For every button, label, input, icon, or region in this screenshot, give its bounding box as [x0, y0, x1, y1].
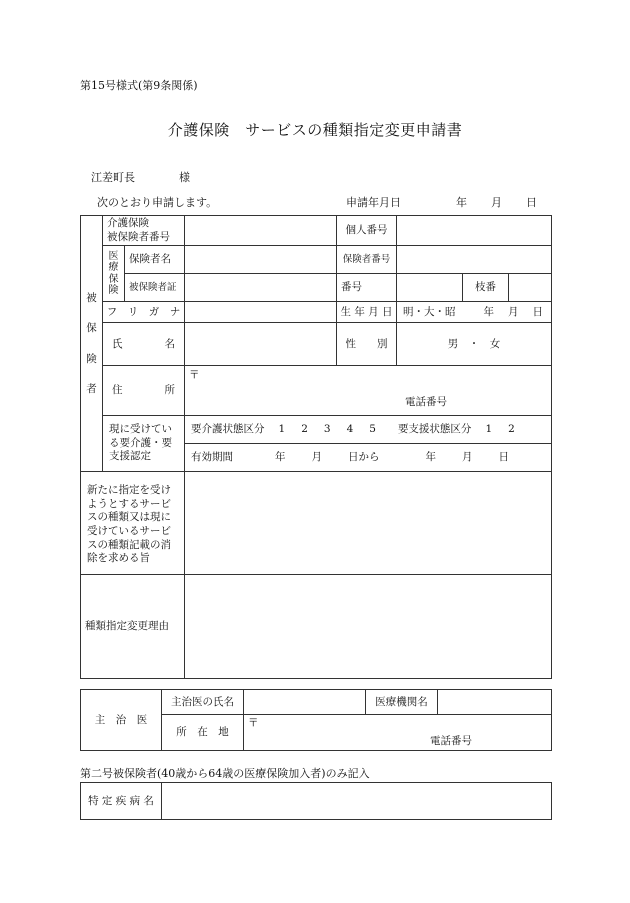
insurer-name-label: 保険者名 — [125, 246, 185, 274]
insurer-name-input[interactable] — [185, 246, 337, 274]
birth-day-label: 日 — [532, 305, 543, 318]
disease-table — [80, 782, 552, 820]
insurer-number-input[interactable] — [397, 246, 552, 274]
location-input[interactable] — [244, 715, 552, 751]
current-cert-label: 現に受けている要介護・要支援認定 — [103, 416, 185, 472]
insurer-number-label: 保険者番号 — [337, 246, 397, 274]
addressee-suffix: 様 — [179, 171, 190, 184]
disease-input[interactable] — [162, 783, 552, 820]
doctor-postal-mark: 〒 — [248, 717, 259, 729]
insured-cert-label: 被保険者証 — [125, 274, 185, 302]
personal-number-input[interactable] — [397, 216, 552, 246]
number-input[interactable] — [397, 274, 463, 302]
care-level-1[interactable]: 1 — [278, 423, 286, 436]
furigana-input[interactable] — [185, 302, 337, 323]
support-level-1[interactable]: 1 — [485, 423, 493, 436]
change-reason-label: 種類指定変更理由 — [81, 575, 185, 679]
addressee: 江差町長 — [91, 171, 135, 184]
new-designation-input[interactable] — [185, 472, 552, 575]
branch-label: 枝番 — [463, 274, 509, 302]
support-level-label: 要支援状態区分 — [397, 423, 472, 436]
form-number: 第15号様式(第9条関係) — [80, 79, 198, 92]
medical-insurance-label: 医 療 保 険 — [103, 246, 125, 302]
change-reason-input[interactable] — [185, 575, 552, 679]
insured-table — [80, 215, 552, 679]
valid-period-label: 有効期間 — [191, 451, 233, 464]
personal-number-label: 個人番号 — [337, 216, 397, 246]
intro-text: 次のとおり申請します。 — [97, 196, 218, 209]
doctor-phone-label: 電話番号 — [430, 735, 472, 747]
institution-input[interactable] — [438, 690, 552, 715]
sex-options[interactable]: 男 ・ 女 — [397, 323, 552, 366]
furigana-label: フ リ ガ ナ — [103, 302, 185, 323]
doctor-table — [80, 689, 552, 751]
application-year-label: 年 — [456, 196, 467, 209]
name-label: 氏 名 — [103, 323, 185, 366]
sex-label: 性 別 — [337, 323, 397, 366]
postal-mark: 〒 — [189, 369, 200, 381]
care-level-3[interactable]: 3 — [323, 423, 331, 436]
doctor-group-label: 主 治 医 — [81, 690, 162, 751]
branch-input[interactable] — [509, 274, 552, 302]
care-level-label: 要介護状態区分 — [191, 423, 265, 436]
care-level-2[interactable]: 2 — [301, 423, 308, 436]
valid-to-month: 月 — [462, 451, 473, 464]
birth-month-label: 月 — [508, 305, 519, 318]
doctor-name-label: 主治医の氏名 — [162, 690, 244, 715]
doctor-name-input[interactable] — [244, 690, 366, 715]
valid-from-year: 年 — [275, 451, 286, 464]
page-title: 介護保険 サービスの種類指定変更申請書 — [167, 121, 463, 139]
name-input[interactable] — [185, 323, 337, 366]
insured-cert-input[interactable] — [185, 274, 337, 302]
support-level-2[interactable]: 2 — [508, 423, 515, 436]
insured-number-input[interactable] — [185, 216, 337, 246]
care-level-5[interactable]: 5 — [369, 423, 376, 436]
application-month-label: 月 — [491, 196, 502, 209]
current-cert-content — [185, 416, 552, 472]
institution-label: 医療機関名 — [366, 690, 438, 715]
birthdate-input[interactable] — [397, 302, 552, 323]
valid-to-day: 日 — [498, 451, 509, 464]
address-input[interactable] — [185, 366, 552, 416]
secondary-insured-note: 第二号被保険者(40歳から64歳の医療保険加入者)のみ記入 — [80, 767, 370, 780]
care-level-4[interactable]: 4 — [346, 423, 354, 436]
application-day-label: 日 — [526, 196, 537, 209]
location-label: 所 在 地 — [162, 715, 244, 751]
number-label: 番号 — [337, 274, 397, 302]
era-options: 明・大・昭 — [403, 305, 456, 318]
birthdate-label: 生 年 月 日 — [337, 302, 397, 323]
birth-year-label: 年 — [483, 305, 494, 318]
valid-to-year: 年 — [425, 451, 436, 464]
application-date-label: 申請年月日 — [346, 196, 401, 209]
valid-from-month: 月 — [311, 451, 322, 464]
insured-number-label: 介護保険 被保険者番号 — [103, 216, 185, 246]
new-designation-label: 新たに指定を受けようとするサービスの種類又は現に受けているサービスの種類記載の消除を求める旨 — [81, 472, 185, 575]
phone-label: 電話番号 — [405, 396, 447, 408]
address-label: 住 所 — [103, 366, 185, 416]
insured-group-label: 被 保 険 者 — [81, 216, 103, 472]
valid-from-label: 日から — [348, 451, 380, 464]
disease-label: 特 定 疾 病 名 — [81, 783, 162, 820]
